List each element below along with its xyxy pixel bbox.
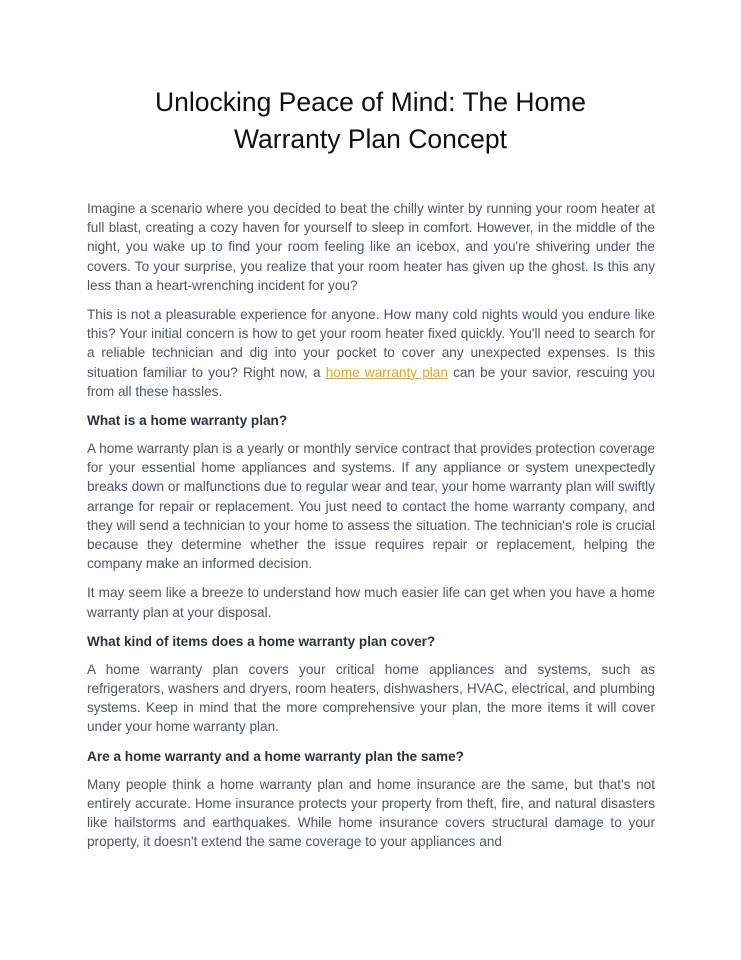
second-paragraph-text-a: This is not a pleasurable experience for anyone. How many cold nights would you endure like this? Your initial concern is how to get your room heater fixed quickly. You'll need to search for a reliable technician and dig into your pocket to cover any unexpected expenses. Is this situation familiar to you? Right now, a [87,307,655,380]
title-line-1: Unlocking Peace of Mind: The Home [154,87,587,117]
breeze-paragraph: It may seem like a breeze to understand how much easier life can get when you have a home warranty plan at your disposal. [87,585,655,620]
same-paragraph: Many people think a home warranty plan and home insurance are the same, but that's not entirely accurate. Home insurance protects your property from theft, fire, and natural disasters like hailstorms and earthquakes. While home insurance covers structural damage to your property, it doesn't extend the same coverage to your appliances and [87,776,655,850]
title-line-2: Warranty Plan Concept [234,124,507,154]
coverage-paragraph: A home warranty plan covers your critical home appliances and systems, such as refrigerators, washers and dryers, room heaters, dishwashers, HVAC, electrical, and plumbing systems. Keep in mind that the more comprehensive your plan, the more items it will cover under your home warranty plan. [87,661,655,735]
document-title [60,84,681,158]
intro-paragraph: Imagine a scenario where you decided to beat the chilly winter by running your room heater at full blast, creating a cozy haven for yourself to sleep in comfort. However, in the middle of the night, you wake up to find your room feeling like an icebox, and you're shivering under the covers. To your surprise, you realize that your room heater has given up the ghost. Is this any less than a heart-wrenching incident for you? [87,201,655,293]
what-is-paragraph: A home warranty plan is a yearly or monthly service contract that provides protection coverage for your essential home appliances and systems. If any appliance or system unexpectedly breaks down or malfunctions due to regular wear and tear, your home warranty plan will swiftly arrange for repair or replacement. You just need to contact the home warranty company, and they will send a technician to your home to assess the situation. The technician's role is crucial because they determine whether the issue requires repair or replacement, helping the company make an informed decision. [87,441,655,572]
second-paragraph [87,305,655,401]
section-heading-same: Are a home warranty and a home warranty plan the same? [87,748,464,764]
section-heading-coverage: What kind of items does a home warranty plan cover? [87,633,436,649]
document-body [87,199,655,861]
second-paragraph-text-b: can be your savior, rescuing you from all these hassles. [87,364,656,399]
section-heading-what-is: What is a home warranty plan? [87,413,288,429]
home-warranty-plan-link[interactable]: home warranty plan [325,364,448,380]
